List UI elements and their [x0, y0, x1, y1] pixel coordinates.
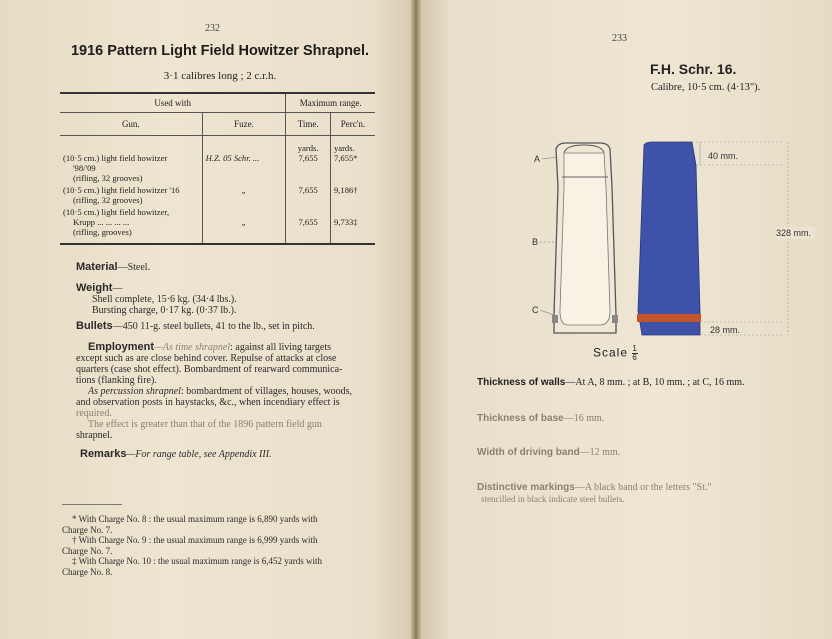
effect-line1: The effect is greater than that of the 1896 pattern field gun	[88, 419, 322, 430]
employment-block	[76, 342, 396, 441]
employment-line2: except such as are close behind cover. Repulse of attacks at close	[76, 353, 337, 364]
percussion-intro: As percussion shrapnel	[88, 386, 181, 397]
header-max-range: Maximum range.	[286, 93, 375, 113]
shell-external-view	[638, 142, 700, 335]
time-value: 7,655	[298, 153, 318, 163]
label-b: B	[532, 237, 539, 247]
employment-intro: —As time shrapnel	[154, 342, 231, 353]
left-page-subtitle: 3·1 calibres long ; 2 c.r.h.	[163, 70, 277, 82]
header-used-with: Used with	[60, 93, 286, 113]
label-a: A	[534, 154, 541, 164]
band-value: —12 mm.	[579, 447, 621, 458]
gun-name: (10·5 cm.) light field howitzer,	[63, 207, 170, 217]
employment-line4: tions (flanking fire).	[76, 375, 157, 386]
remarks-label: Remarks	[80, 448, 127, 460]
fuze-value: „	[241, 217, 247, 227]
footnote-line: ‡ With Charge No. 10 : the usual maximum range is 6,452 yards with	[72, 556, 323, 566]
footnote-line: Charge No. 7.	[62, 545, 113, 556]
right-page-title: F.H. Schr. 16.	[650, 61, 737, 77]
gun-model: '98/'09	[73, 163, 96, 173]
material-label: Material	[76, 261, 118, 273]
gun-model: Krupp ... ... ... ...	[73, 217, 130, 227]
perc-value: 7,655*	[333, 153, 358, 163]
percussion-line2: and observation posts in haystacks, &c., when incendiary effect is	[76, 397, 340, 408]
weight-label: Weight	[76, 282, 113, 294]
bullets-label: Bullets	[76, 320, 113, 332]
right-page-subtitle: Calibre, 10·5 cm. (4·13").	[651, 82, 761, 93]
material-value: —Steel.	[117, 262, 151, 273]
time-value: 7,655	[298, 185, 318, 195]
footnote-rule	[62, 504, 122, 505]
time-value: 7,655	[298, 217, 318, 227]
perc-value: 9,186†	[333, 185, 358, 195]
label-b-marker	[532, 237, 556, 247]
effect-line2: shrapnel.	[76, 430, 113, 441]
driving-band	[637, 314, 701, 322]
header-fuze: Fuze.	[202, 113, 286, 136]
employment-line3: quarters (case shot effect). Bombardment of rearward communica-	[76, 364, 343, 375]
gun-rifling: (rifling, grooves)	[73, 227, 132, 237]
markings-line2: stencilled in black indicate steel bullets.	[481, 493, 625, 504]
bullets-value: —450 11-g. steel bullets, 41 to the lb., set in pitch.	[112, 321, 315, 332]
fuze-value: „	[241, 185, 247, 195]
dim-top-label: 40 mm.	[708, 151, 739, 161]
range-table	[60, 92, 375, 245]
right-page-number: 233	[612, 33, 627, 44]
footnote-line: † With Charge No. 9 : the usual maximum range is 6,999 yards with	[72, 535, 318, 545]
remarks-value: —For range table, see Appendix III.	[126, 449, 272, 460]
dim-total-label: 328 mm.	[776, 228, 812, 238]
band-label: Width of driving band	[477, 447, 580, 458]
band-line	[477, 447, 807, 459]
weight-block	[76, 283, 122, 294]
base-label: Thickness of base	[477, 413, 564, 424]
employment-line1: : against all living targets	[230, 342, 332, 353]
dimension-total	[775, 142, 815, 335]
scale-num: 1	[632, 344, 638, 353]
scale-label-block	[593, 345, 638, 362]
weight-dash: —	[112, 283, 123, 294]
left-page-title: 1916 Pattern Light Field Howitzer Shrapnel.	[70, 43, 370, 59]
left-page-number: 232	[205, 23, 220, 34]
footnote-line: Charge No. 8.	[62, 566, 113, 577]
label-c-marker	[532, 305, 554, 315]
perc-value: 9,733‡	[333, 217, 358, 227]
footnotes	[62, 514, 382, 577]
weight-charge: Bursting charge, 0·17 kg. (0·37 lb.).	[92, 305, 237, 316]
walls-label: Thickness of walls	[477, 377, 566, 388]
dimension-band	[700, 322, 782, 335]
walls-value: —At A, 8 mm. ; at B, 10 mm. ; at C, 16 mm.	[565, 377, 745, 388]
header-perc: Perc'n.	[330, 113, 375, 136]
markings-label: Distinctive markings	[477, 482, 575, 493]
percussion-line3: required.	[76, 408, 112, 419]
employment-label: Employment	[88, 341, 155, 353]
table-row	[60, 142, 375, 184]
footnote-line: Charge No. 7.	[62, 524, 113, 535]
bullets-line	[76, 321, 315, 332]
label-a-marker	[534, 154, 557, 164]
base-value: —16 mm.	[563, 413, 605, 424]
percussion-line1: : bombardment of villages, houses, woods,	[180, 386, 353, 397]
dim-band-label: 28 mm.	[710, 325, 741, 335]
walls-line	[477, 377, 807, 389]
scale-fraction	[632, 345, 637, 362]
header-time: Time.	[286, 113, 331, 136]
label-c: C	[532, 305, 539, 315]
scale-den: 6	[632, 353, 638, 362]
table-row	[60, 184, 375, 206]
header-gun: Gun.	[60, 113, 202, 136]
scale-label: Scale	[593, 345, 629, 360]
gun-rifling: (rifling, 32 grooves)	[73, 173, 143, 183]
book-gutter	[411, 0, 421, 639]
weight-shell: Shell complete, 15·6 kg. (34·4 lbs.).	[92, 294, 237, 305]
dimension-top	[692, 142, 782, 165]
material-line	[76, 262, 150, 273]
gun-name: (10·5 cm.) light field howitzer	[63, 153, 168, 163]
footnote-line: * With Charge No. 8 : the usual maximum range is 6,890 yards with	[72, 514, 318, 524]
perc-units: yards.	[333, 143, 355, 153]
markings-block	[477, 482, 807, 505]
base-line	[477, 413, 807, 425]
fuze-value: H.Z. 05 Schr. ...	[205, 153, 260, 163]
markings-value: —A black band or the letters "St."	[574, 482, 712, 493]
gun-name: (10·5 cm.) light field howitzer '16	[63, 185, 180, 195]
shell-section	[552, 143, 618, 333]
shell-diagram	[520, 135, 820, 347]
time-units: yards.	[297, 143, 319, 153]
gun-rifling: (rifling, 32 grooves)	[73, 195, 143, 205]
remarks-line	[80, 449, 272, 460]
table-row	[60, 206, 375, 244]
